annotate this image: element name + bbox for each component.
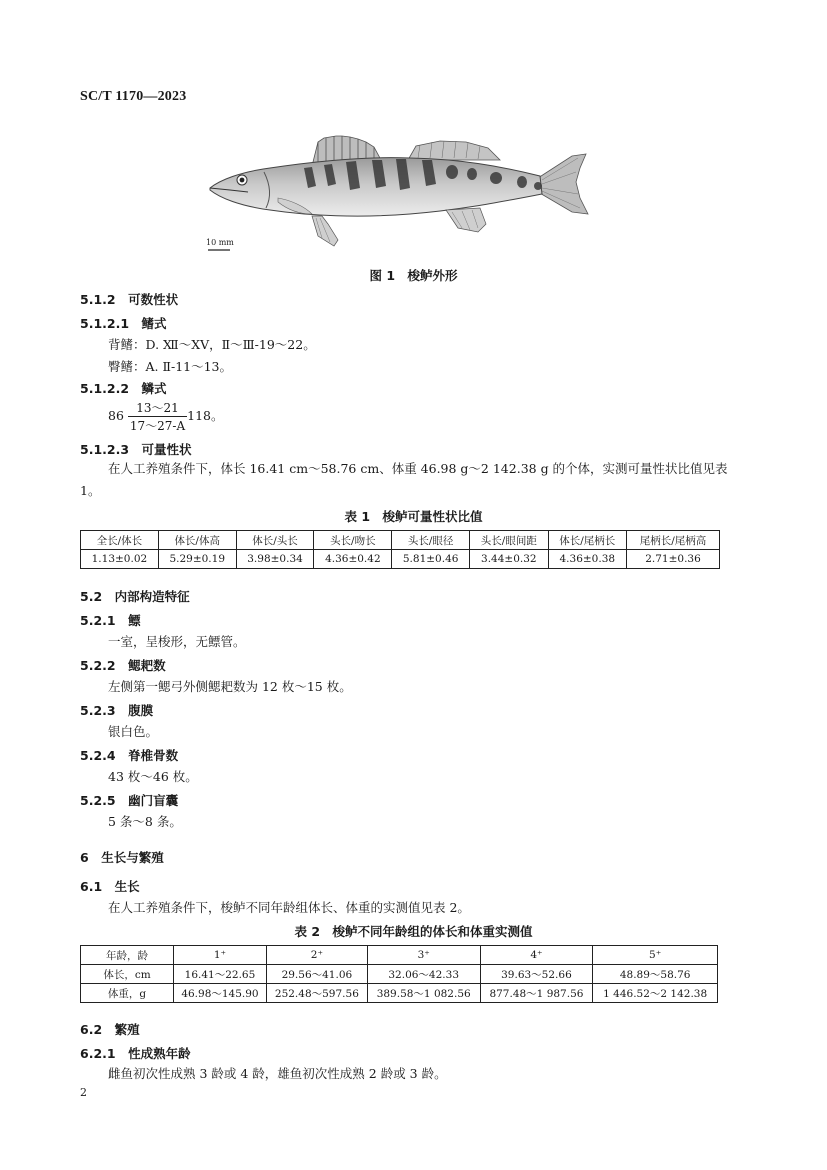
table-cell: 46.98～145.90	[174, 984, 267, 1003]
paragraph: 43 枚～46 枚。	[108, 769, 198, 784]
section-heading: 5.1.2.2 鳞式	[80, 381, 167, 396]
table-header-cell: 5⁺	[593, 946, 718, 965]
page-number: 2	[80, 1086, 87, 1099]
table-header-cell: 尾柄长/尾柄高	[627, 531, 720, 550]
scale-formula	[108, 399, 224, 434]
table-header-cell: 2⁺	[266, 946, 367, 965]
table-2	[80, 945, 718, 1003]
table-cell: 16.41～22.65	[174, 965, 267, 984]
section-heading: 5.2 内部构造特征	[80, 589, 190, 604]
section-heading: 5.2.1 鳔	[80, 613, 141, 628]
scale-suffix: 118。	[187, 408, 224, 423]
table-cell: 1.13±0.02	[81, 550, 159, 569]
paragraph: 银白色。	[108, 724, 159, 739]
table-cell: 1 446.52～2 142.38	[593, 984, 718, 1003]
section-heading: 6.2.1 性成熟年龄	[80, 1046, 191, 1061]
table-cell: 3.98±0.34	[236, 550, 314, 569]
standard-code: SC/T 1170—2023	[80, 89, 187, 104]
scale-label: 10 mm	[206, 238, 234, 247]
section-heading: 5.1.2 可数性状	[80, 292, 179, 307]
table-cell: 3.44±0.32	[470, 550, 548, 569]
table-header-cell: 头长/吻长	[314, 531, 392, 550]
section-heading: 6.2 繁殖	[80, 1022, 140, 1037]
table-header-cell: 1⁺	[174, 946, 267, 965]
figure-caption: 图 1 梭鲈外形	[369, 268, 458, 283]
table-cell: 877.48～1 987.56	[480, 984, 593, 1003]
table-header-cell: 4⁺	[480, 946, 593, 965]
table-header-cell: 头长/眼径	[392, 531, 470, 550]
paragraph: 5 条～8 条。	[108, 814, 182, 829]
table-header-row	[81, 946, 718, 965]
table-cell: 32.06～42.33	[367, 965, 480, 984]
scale-fraction	[128, 399, 187, 434]
paragraph: 臀鳍：A. Ⅱ-11～13。	[108, 359, 233, 374]
table-cell: 5.81±0.46	[392, 550, 470, 569]
table-row	[81, 965, 718, 984]
section-heading: 5.1.2.3 可量性状	[80, 442, 192, 457]
table-header-row	[81, 531, 720, 550]
fish-illustration	[200, 128, 600, 260]
section-heading: 5.2.4 脊椎骨数	[80, 748, 179, 763]
table-cell: 2.71±0.36	[627, 550, 720, 569]
table-caption: 表 2 梭鲈不同年龄组的体长和体重实测值	[294, 924, 533, 939]
table-row-label: 体长，cm	[81, 965, 174, 984]
table-cell: 389.58～1 082.56	[367, 984, 480, 1003]
table-header-cell: 头长/眼间距	[470, 531, 548, 550]
table-row	[81, 550, 720, 569]
paragraph: 一室，呈梭形，无鳔管。	[108, 634, 246, 649]
table-row	[81, 984, 718, 1003]
table-row-label: 体重，g	[81, 984, 174, 1003]
section-heading: 5.1.2.1 鳍式	[80, 316, 167, 331]
fish-drawing	[200, 128, 600, 260]
table-cell: 4.36±0.38	[548, 550, 626, 569]
paragraph: 雌鱼初次性成熟 3 龄或 4 龄，雄鱼初次性成熟 2 龄或 3 龄。	[108, 1066, 447, 1081]
table-header-cell: 体长/体高	[158, 531, 236, 550]
table-header-cell: 体长/头长	[236, 531, 314, 550]
table-1	[80, 530, 720, 569]
scale-fraction-top: 13～21	[128, 399, 187, 417]
paragraph: 左侧第一鳃弓外侧鳃耙数为 12 枚～15 枚。	[108, 679, 352, 694]
section-heading: 5.2.3 腹膜	[80, 703, 154, 718]
table-cell: 48.89～58.76	[593, 965, 718, 984]
table-cell: 39.63～52.66	[480, 965, 593, 984]
section-heading: 6.1 生长	[80, 879, 140, 894]
paragraph: 背鳍：D. Ⅻ～ⅩⅤ，Ⅱ～Ⅲ-19～22。	[108, 337, 316, 352]
scale-fraction-bottom: 17～27-A	[129, 419, 186, 433]
table-cell: 29.56～41.06	[266, 965, 367, 984]
table-cell: 4.36±0.42	[314, 550, 392, 569]
table-cell: 5.29±0.19	[158, 550, 236, 569]
table-header-cell: 年龄，龄	[81, 946, 174, 965]
paragraph: 在人工养殖条件下，梭鲈不同年龄组体长、体重的实测值见表 2。	[108, 900, 470, 915]
table-header-cell: 全长/体长	[81, 531, 159, 550]
section-heading: 5.2.2 鳃耙数	[80, 658, 166, 673]
section-heading: 6 生长与繁殖	[80, 850, 164, 865]
table-header-cell: 体长/尾柄长	[548, 531, 626, 550]
paragraph: 在人工养殖条件下，体长 16.41 cm～58.76 cm、体重 46.98 g～2 142.38 g 的个体，实测可量性状比值见表 1。	[80, 461, 728, 498]
table-header-cell: 3⁺	[367, 946, 480, 965]
table-cell: 252.48～597.56	[266, 984, 367, 1003]
scale-prefix: 86	[108, 408, 124, 423]
section-heading: 5.2.5 幽门盲囊	[80, 793, 179, 808]
table-caption: 表 1 梭鲈可量性状比值	[344, 509, 483, 524]
